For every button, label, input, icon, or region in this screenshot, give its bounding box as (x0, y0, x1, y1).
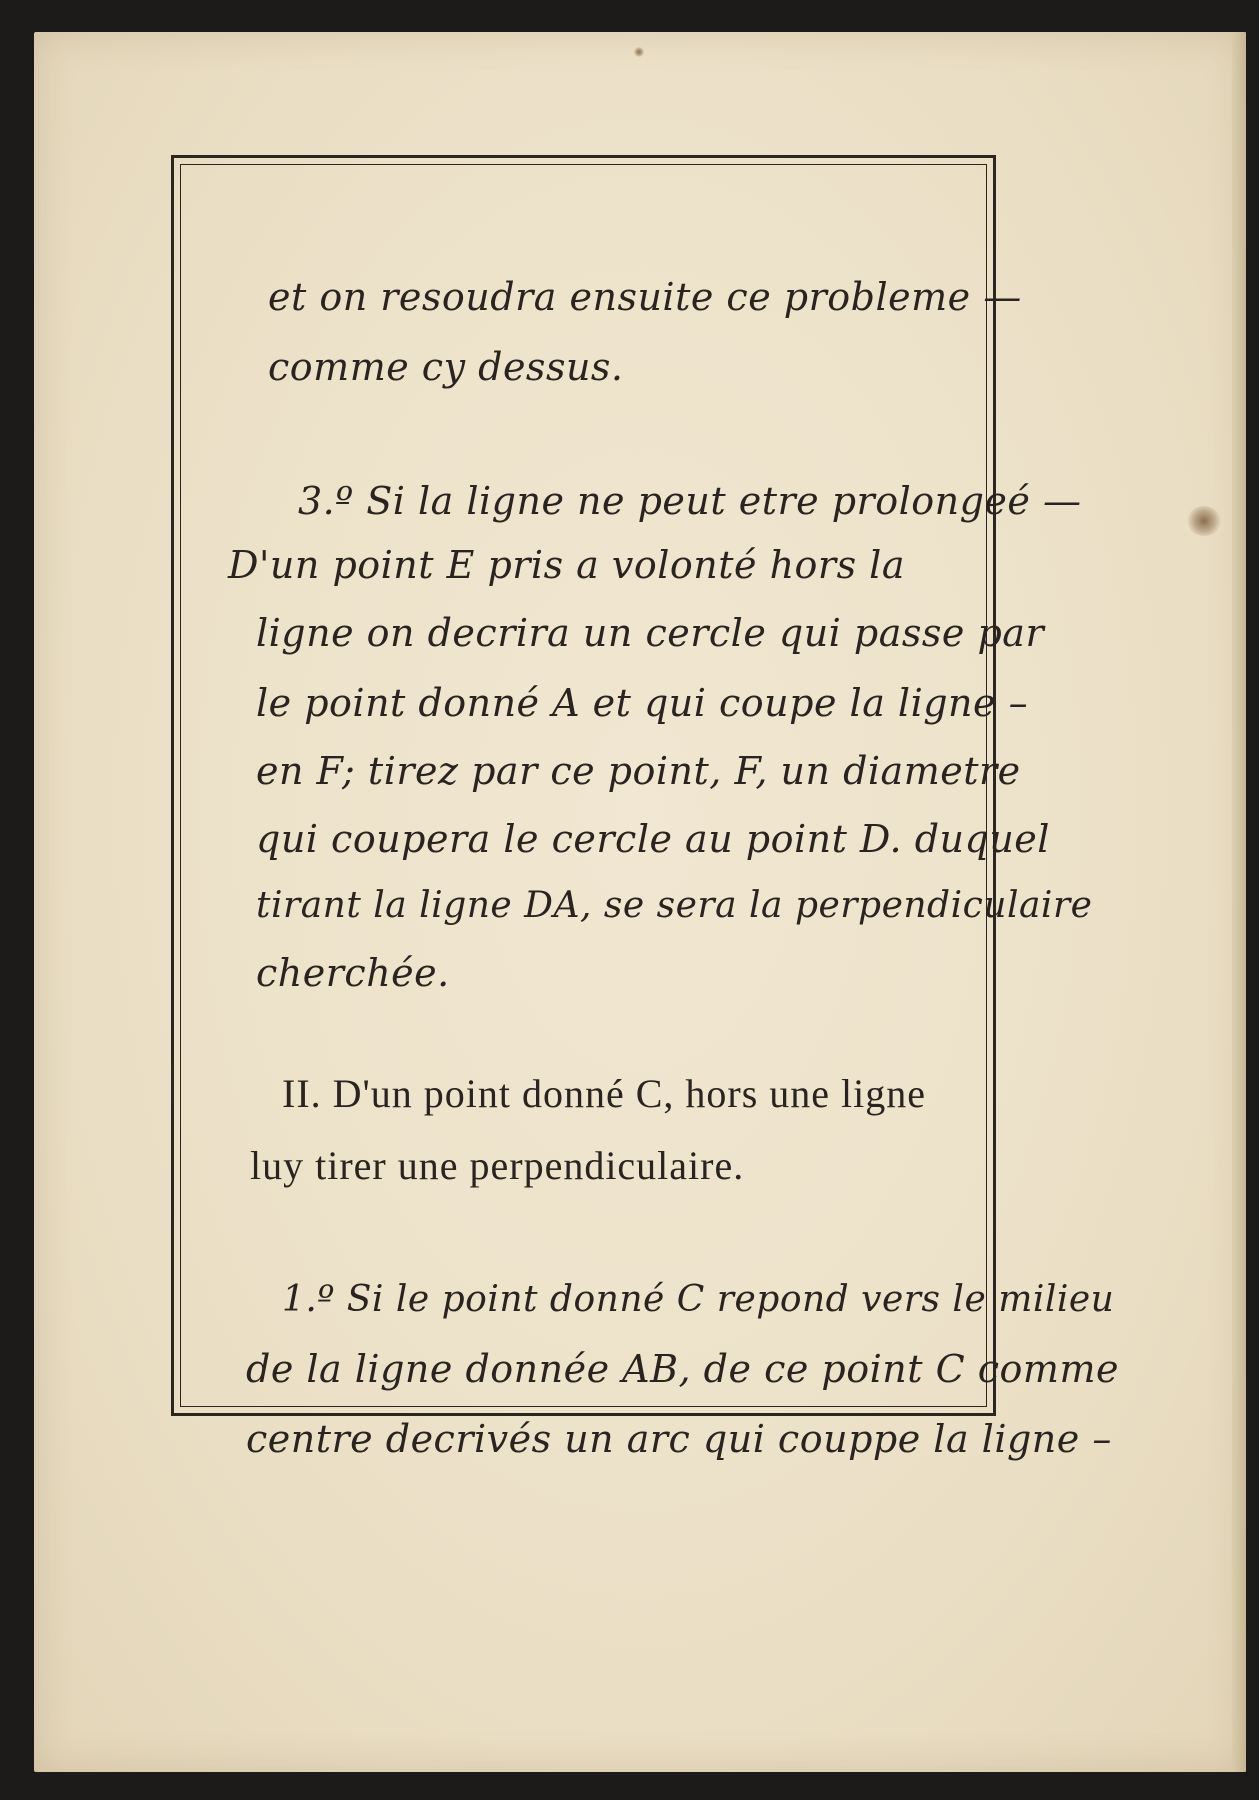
text-line: ligne on decrira un cercle qui passe par (256, 611, 1045, 655)
text-line: centre decrivés un arc qui couppe la ligne – (246, 1417, 1112, 1461)
ink-speck (634, 47, 644, 57)
text-line: cherchée. (256, 951, 450, 995)
section-heading: luy tirer une perpendiculaire. (250, 1143, 745, 1188)
text-line: 3.º Si la ligne ne peut etre prolongeé — (298, 479, 1082, 523)
text-line: tirant la ligne DA, se sera la perpendiculaire (256, 885, 1093, 926)
text-line: D'un point E pris a volonté hors la (228, 543, 905, 587)
text-line: en F; tirez par ce point, F, un diametre (256, 749, 1021, 793)
text-line: de la ligne donnée AB, de ce point C comme (246, 1347, 1119, 1391)
ink-stain (1187, 506, 1221, 536)
section-heading: II. D'un point donné C, hors une ligne (282, 1071, 927, 1116)
text-line: comme cy dessus. (268, 345, 624, 389)
text-line: 1.º Si le point donné C repond vers le milieu (282, 1279, 1115, 1320)
page-edge (1232, 32, 1246, 1772)
text-line: le point donné A et qui coupe la ligne – (256, 681, 1029, 725)
text-line: et on resoudra ensuite ce probleme — (268, 275, 1022, 319)
text-line: qui coupera le cercle au point D. duquel (256, 817, 1050, 861)
